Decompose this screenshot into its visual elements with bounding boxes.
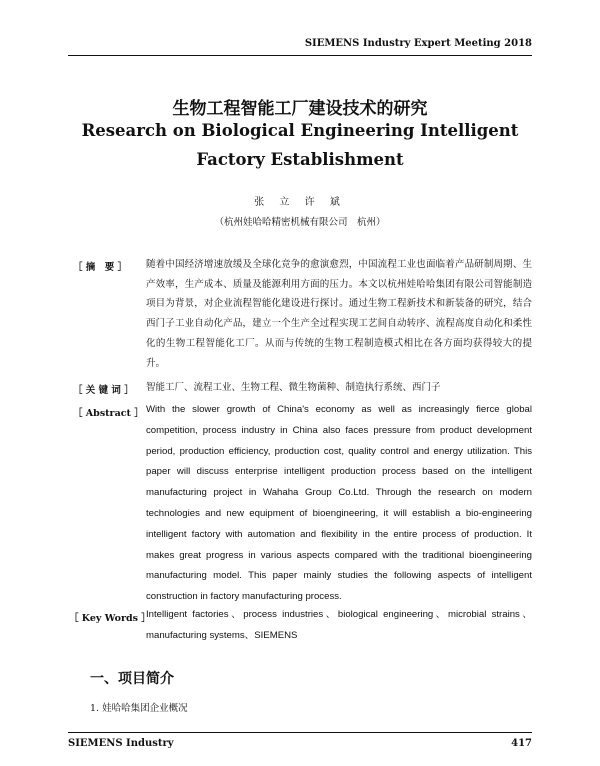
section-heading: 一、项目简介: [90, 671, 174, 687]
abstract-en-text: With the slower growth of China's economy as well as increasingly fierce global competition, process industry in China also faces pressure from product development period, production efficiency, production cost, quality control and energy utilization. This paper will discuss enterprise intelligent production process based on the intelligent manufacturing project in Wahaha Group Co.Ltd. Through the research on modern technologies and new equipment of bioengineering, it will establish a bio-engineering intelligent factory with automation and flexibility in the entire process of production. It makes great progress in various aspects compared with the traditional bioengineering manufacturing model. This paper mainly studies the following aspects of intelligent construction in factory manufacturing process.: [146, 404, 532, 603]
keywords-cn-label: ［ 关 键 词 ］: [73, 385, 134, 396]
title-english-line1: Research on Biological Engineering Intelligent: [81, 121, 519, 140]
keywords-en-label: ［ Key Words ］: [69, 613, 151, 624]
title-english-line2: Factory Establishment: [196, 150, 404, 169]
title-chinese: 生物工程智能工厂建设技术的研究: [172, 99, 428, 119]
running-header: SIEMENS Industry Expert Meeting 2018: [304, 38, 532, 49]
keywords-en-text: Intelligent factories、process industries、biological engineering、microbial strains、manufacturing systems、SIEMENS: [146, 609, 532, 641]
header-rule: [68, 55, 532, 56]
affiliation: （杭州娃哈哈精密机械有限公司 杭州）: [214, 217, 386, 228]
footer-left-text: SIEMENS Industry: [68, 738, 174, 749]
abstract-cn-label: ［ 摘 要 ］: [73, 262, 128, 273]
authors: 张 立 许 斌: [254, 197, 346, 208]
keywords-cn-text: 智能工厂、流程工业、生物工程、微生物菌种、制造执行系统、西门子: [146, 382, 441, 393]
footer-rule: [68, 732, 532, 733]
page-number: 417: [511, 738, 532, 749]
abstract-cn-text: 随着中国经济增速放缓及全球化竞争的愈演愈烈，中国流程工业也面临着产品研制周期、生产效率，生产成本、质量及能源利用方面的压力。本文以杭州娃哈哈集团有限公司智能制造项目为背景，对企业流程智能化建设进行探讨。通过生物工程新技术和新装备的研究，结合西门子工业自动化产品，建立一个生产全过程实现工艺间自动转序、流程高度自动化和柔性化的生物工程智能化工厂。从而与传统的生物工程制造模式相比在各方面均获得较大的提升。: [146, 259, 532, 369]
subsection-heading: 1. 娃哈哈集团企业概况: [90, 703, 188, 714]
abstract-en-label: ［ Abstract ］: [73, 408, 144, 419]
